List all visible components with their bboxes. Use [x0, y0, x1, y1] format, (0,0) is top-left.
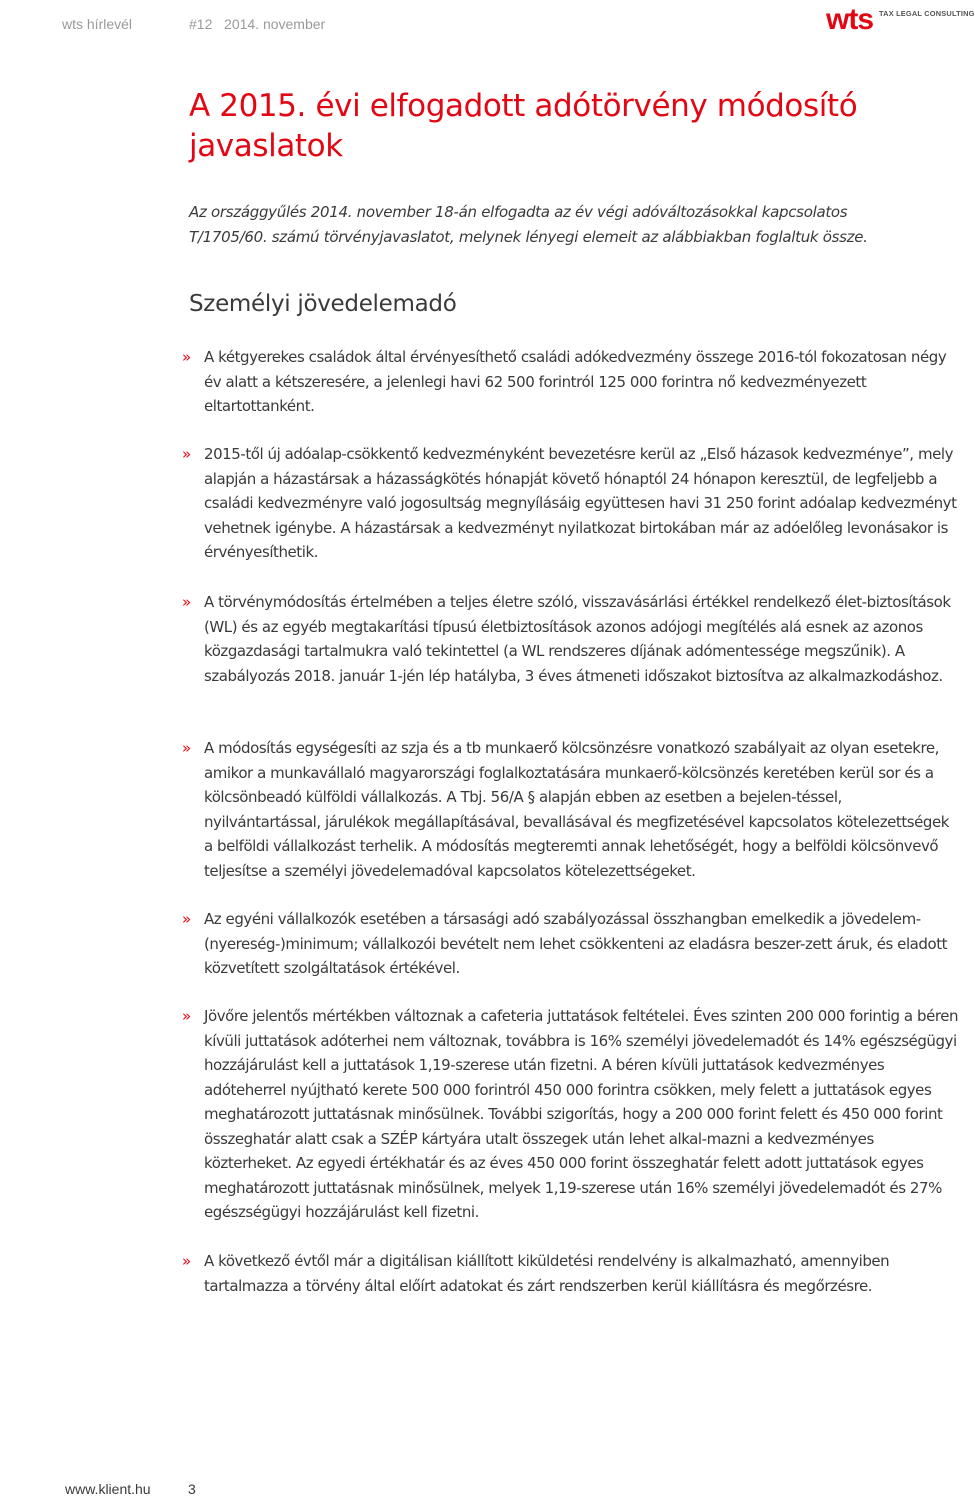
list-item [182, 590, 962, 688]
list-item-text: Az egyéni vállalkozók esetében a társasági adó szabályozással összhangban emelkedik a jövedelem-(nyereség-)minimum; vállalkozói bevételt nem lehet csökkenteni az eladásra beszer-zett áruk, és eladott közvetített szolgáltatások értékével. [204, 910, 948, 977]
list-item [182, 736, 962, 883]
list-item [182, 907, 962, 981]
list-item-text: A törvénymódosítás értelmében a teljes életre szóló, visszavásárlási értékkel rendelkező élet-biztosítások (WL) és az egyéb megtakarítási típusú életbiztosítások azonos adójogi megítélés alá esnek az azonos közgazdasági tartalmukra való tekintettel (a WL rendszeres díjának adómentessége megszűnik). A szabályozás 2018. január 1-jén lép hatályba, 3 éves átmeneti időszakot biztosítva az alkalmazkodáshoz. [204, 593, 951, 685]
bullet-marker: » [182, 1252, 191, 1270]
bullet-marker: » [182, 445, 191, 463]
logo-mark: wts [826, 3, 874, 36]
wts-logo [826, 3, 975, 40]
footer-url[interactable]: www.klient.hu [65, 1481, 151, 1497]
list-item-text: A kétgyerekes családok által érvényesíthető családi adókedvezmény összege 2016-tól fokozatosan négy év alatt a kétszeresére, a jelenlegi havi 62 500 forintról 125 000 forintra nő kedvezményezett eltartottanként. [204, 348, 947, 415]
newsletter-label: wts hírlevél [62, 16, 133, 32]
list-item-text: A módosítás egységesíti az szja és a tb munkaerő kölcsönzésre vonatkozó szabályait az olyan esetekre, amikor a munkavállaló magyarországi foglalkoztatására munkaerő-kölcsönzés keretében kerül sor és a kölcsönbeadó külföldi vállalkozás. A Tbj. 56/A § alapján ebben az esetben a bejelen-téssel, nyilvántartással, járulékok megállapításával, bevallásával és megfizetésével kapcsolatos kötelezettségek a belföldi vállalkozást terhelik. A módosítás megteremti annak lehetőségét, hogy a belföldi kölcsönvevő teljesítse a személyi jövedelemadóval kapcsolatos kötelezettségeket. [204, 739, 949, 880]
list-item [182, 1004, 962, 1225]
list-item-text: A következő évtől már a digitálisan kiállított kiküldetési rendelvény is alkalmazható, amennyiben tartalmazza a törvény által előírt adatokat és zárt rendszerben kerül kiállításra és megőrzésre. [204, 1252, 890, 1295]
bullet-marker: » [182, 1007, 191, 1025]
section-heading: Személyi jövedelemadó [189, 291, 457, 317]
bullet-marker: » [182, 348, 191, 366]
bullet-marker: » [182, 593, 191, 611]
issue-label: #12 2014. november [189, 16, 326, 32]
list-item-text: Jövőre jelentős mértékben változnak a cafeteria juttatások feltételei. Éves szinten 200 000 forintig a béren kívüli juttatások adóterhei nem változnak, továbbra is 16% személyi jövedelemadót és 14% egészségügyi hozzájárulást kell a juttatások 1,19-szerese után fizetni. A béren kívüli juttatások kedvezményes adóteherrel nyújtható kerete 500 000 forintról 450 000 forintra csökken, mely felett a juttatások egyes meghatározott juttatásnak minősülnek. További szigorítás, hogy a 200 000 forint felett és 450 000 forint összeghatár alatt csak a SZÉP kártyára utalt összegek után lehet alkal-mazni a kedvezményes közterheket. Az egyedi értékhatár és az éves 450 000 forint összeghatár felett adott juttatások egyes meghatározott juttatásnak minősülnek, melyek 1,19-szerese után 16% személyi jövedelemadót és 27% egészségügyi hozzájárulást kell fizetni. [204, 1007, 959, 1221]
article-title: A 2015. évi elfogadott adótörvény módosító javaslatok [189, 88, 858, 164]
list-item-text: 2015-től új adóalap-csökkentő kedvezményként bevezetésre kerül az „Első házasok kedvezménye”, mely alapján a házastársak a házasságkötés hónapját követő hónaptól 24 hónapon keresztül, de legfeljebb a családi kedvezményre való jogosultság megnyílásáig együttesen havi 31 250 forint adóalap kedvezményt vehetnek igénybe. A házastársak a kedvezményt nyilatkozat birtokában már az adóelőleg levonásakor is érvényesíthetik. [204, 445, 957, 561]
page-header [0, 0, 975, 50]
bullet-marker: » [182, 910, 191, 928]
logo-subtitle: TAX LEGAL CONSULTING [879, 9, 975, 18]
list-item [182, 1249, 962, 1298]
page-number: 3 [188, 1481, 196, 1497]
bullet-marker: » [182, 739, 191, 757]
list-item [182, 442, 962, 565]
article-intro: Az országgyűlés 2014. november 18-án elfogadta az év végi adóváltozásokkal kapcsolatos T/1705/60. számú törvényjavaslatot, melynek lényegi elemeit az alábbiakban foglaltuk össze. [189, 203, 868, 246]
list-item [182, 345, 962, 419]
